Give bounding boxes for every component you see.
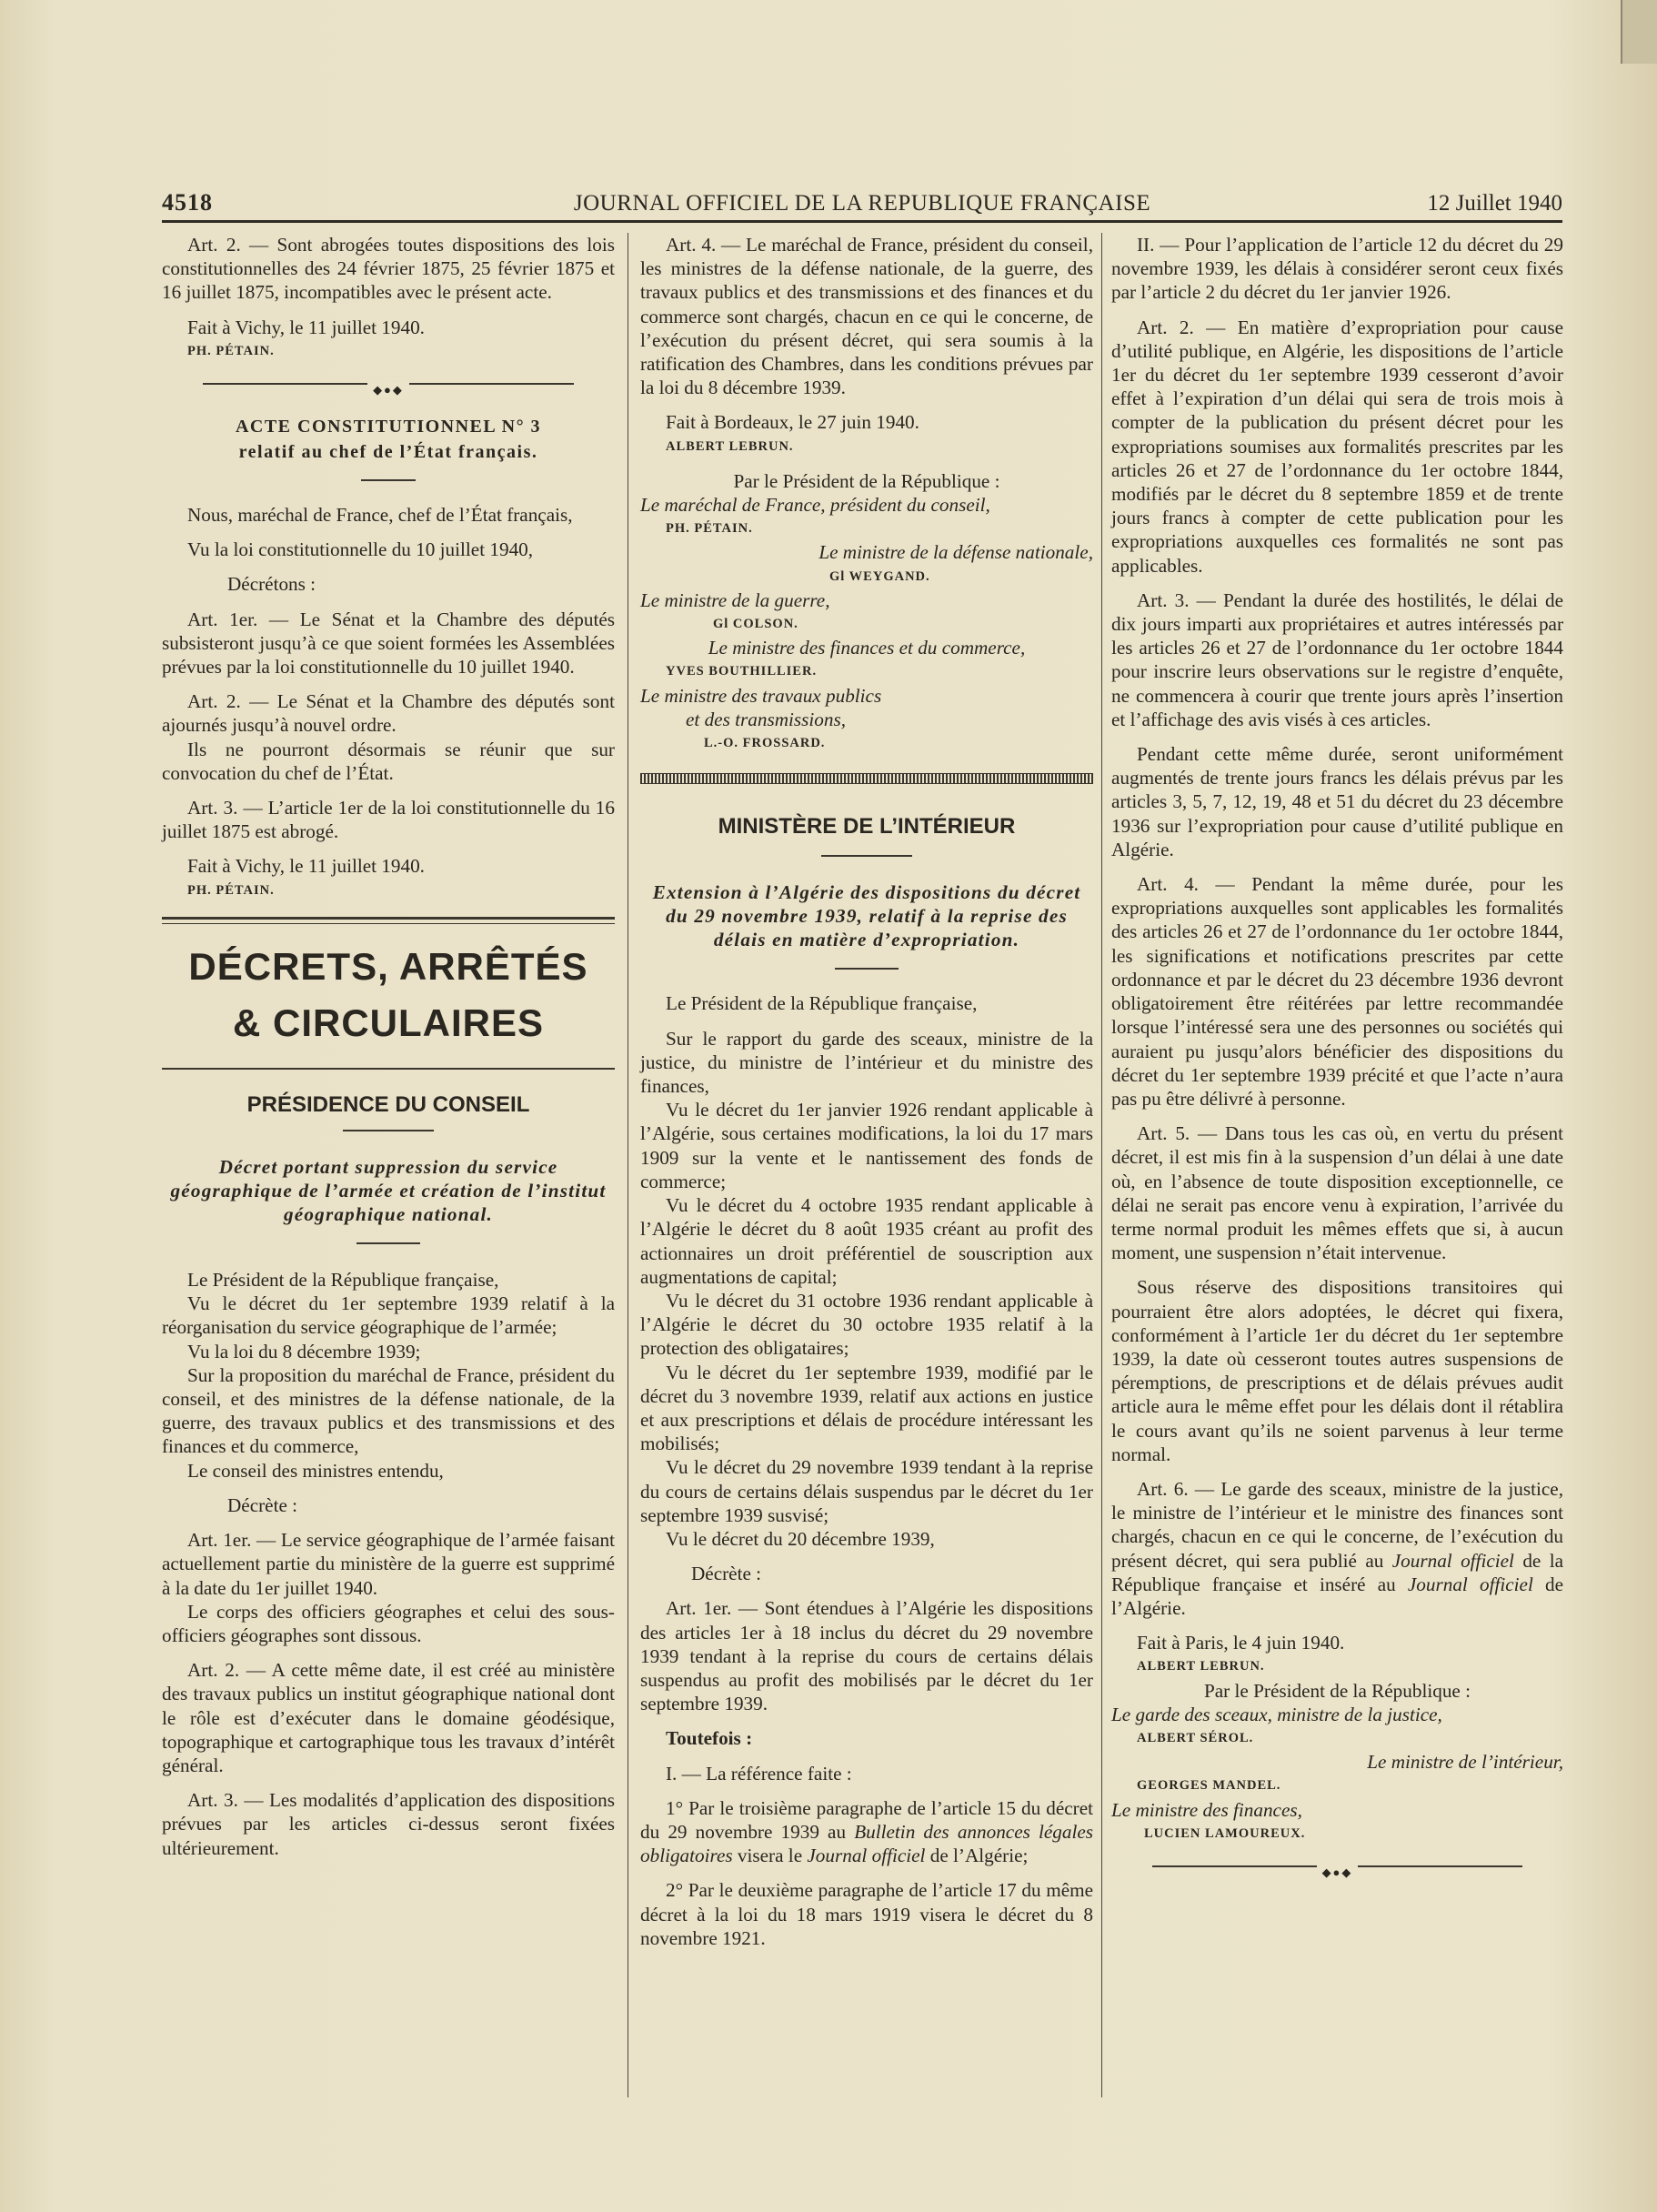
text-run: visera le [732, 1845, 808, 1867]
paragraph: 2° Par le deuxième paragraphe de l’article 17 du même décret à la loi du 18 mars 1919 visera le décret du 8 novembre 1921. [640, 1879, 1093, 1949]
page-header [162, 189, 1562, 223]
paragraph: Art. 1er. — Le service géographique de l’armée faisant actuellement partie du ministère de la guerre est supprimé à la date du 1er juillet 1940. [162, 1529, 615, 1599]
paragraph: Le corps des officiers géographes et celui des sous-officiers géographes sont dissous. [162, 1600, 615, 1646]
text-run: de la République française et inséré au [1111, 1549, 1564, 1595]
paragraph: Ils ne pourront désormais se réunir que sur convocation du chef de l’État. [162, 738, 615, 784]
minister-line: Le ministre de la guerre, [640, 588, 830, 611]
hatched-divider [640, 773, 1093, 784]
minister-line: Le maréchal de France, président du conseil, [640, 494, 990, 517]
column-1 [162, 233, 615, 1860]
paragraph: Art. 3. — Pendant la durée des hostilités, le délai de dix jours imparti aux propriétaires et autres intéressés par les articles 26 et 27 de l’ordonnance du 1er octobre 1844 pour inscrire leurs observations sur le registre d’enquête, ne commencera à courir que trente jours après l’insertion et l’affichage des avis visés à ces articles. [1111, 588, 1563, 730]
paragraph: Vu le décret du 20 décembre 1939, [666, 1527, 935, 1550]
paragraph: Art. 1er. — Sont étendues à l’Algérie les dispositions des articles 1er à 18 inclus du décret du 29 novembre 1939 tendant à la reprise du cours de certains délais suspendus au profit des mobilisés par le décret du 1er septembre 1939. [640, 1597, 1093, 1715]
paragraph: Fait à Bordeaux, le 27 juin 1940. [666, 411, 919, 434]
paragraph: Sur la proposition du maréchal de France, président du conseil, et des ministres de la défense nationale, de la guerre, des travaux publics et des transmissions et des finances et du commerce, [162, 1363, 615, 1458]
signature: PH. PÉTAIN. [187, 882, 275, 898]
paragraph: Art. 2. — En matière d’expropriation pour cause d’utilité publique, en Algérie, les dispositions de l’article 1er du décret du 1er septembre 1939 cesseront d’avoir effet à l’expiration d’un délai qui sera de trois mois à compter de la publication du présent décret pour les expropriations soumises aux formalités prescrites par les articles 26 et 27 de l’ordonnance du 1er octobre 1844, modifiés par le décret du 8 septembre 1859 et de trente jours francs à compter de cette publication pour les expropriations auxquelles ces formalités ne sont pas applicables. [1111, 316, 1563, 577]
big-title-line: DÉCRETS, ARRÊTÉS [188, 944, 588, 988]
text-run-italic: Journal officiel [807, 1845, 926, 1867]
text-run: 1° Par le troisième paragraphe de l’article 15 du décret du 29 novembre 1939 au [640, 1796, 1093, 1843]
paragraph: Vu la loi constitutionnelle du 10 juillet 1940, [187, 538, 534, 561]
signature: Gl COLSON. [713, 617, 798, 632]
signature: PH. PÉTAIN. [666, 521, 753, 537]
divider [162, 1068, 615, 1070]
big-title-line: & CIRCULAIRES [232, 1000, 544, 1044]
minister-line: Le garde des sceaux, ministre de la justice, [1111, 1703, 1442, 1725]
heavy-divider [162, 917, 615, 924]
paragraph: Fait à Vichy, le 11 juillet 1940. [187, 855, 425, 878]
text-run-italic: Bulletin des annonces légales obligatoires [640, 1820, 1094, 1867]
paragraph: Art. 4. — Pendant la même durée, pour les expropriations auxquelles sont applicables les formalités des articles 26 et 27 de l’ordonnance du 1er octobre 1844, les significations et notifications prescrites par cette ordonnance et par le décret du 23 décembre 1936 devront obligatoirement être réitérées par lettre recommandée lorsque l’intéressé sera une des personnes ou sociétés qui auraient pu jusqu’alors bénéficier des dispositions du décret du 1er septembre 1939 précité et que l’acte n’aura pas pu être délivré à personne. [1111, 873, 1563, 1110]
text-run: de l’Algérie. [1111, 1573, 1564, 1619]
paragraph: Nous, maréchal de France, chef de l’État français, [187, 504, 573, 527]
paragraph: Art. 2. — Sont abrogées toutes dispositions des lois constitutionnelles des 24 février 1875, 25 février 1875 et 16 juillet 1875, incompatibles avec le présent acte. [162, 234, 615, 304]
section-big-title [162, 939, 615, 1051]
minister-line: Le ministre des finances, [1111, 1798, 1302, 1821]
paragraph: Sous réserve des dispositions transitoires qui pourraient être alors adoptées, le décret qui fixera, conformément à l’article 1er du décret du 1er septembre 1939, la date où cesseront toutes autres suspensions de péremptions, de prescriptions et de délais prévues audit article aura le même effet pour les délais dont il rétablira le cours avant qu’ils ne soient parvenus à leur terme normal. [1111, 1276, 1563, 1465]
paragraph: Par le Président de la République : [733, 469, 1000, 492]
short-divider [821, 855, 912, 857]
signature: PH. PÉTAIN. [187, 343, 275, 358]
paragraph: Art. 3. — Les modalités d’application des dispositions prévues par les articles ci-dessus seront fixées ultérieurement. [162, 1789, 615, 1859]
signature: ALBERT LEBRUN. [1137, 1659, 1265, 1674]
issue-date: 12 Juillet 1940 [1427, 191, 1562, 216]
paragraph: Fait à Vichy, le 11 juillet 1940. [187, 316, 425, 338]
paragraph: Art. 2. — Le Sénat et la Chambre des députés sont ajournés jusqu’à nouvel ordre. [162, 690, 615, 737]
paragraph: Vu le décret du 1er janvier 1926 rendant applicable à l’Algérie, sous certaines modifications, la loi du 17 mars 1909 sur la vente et le nantissement des fonds de commerce; [640, 1099, 1093, 1192]
signature: ALBERT SÉROL. [1137, 1730, 1254, 1745]
paragraph: Art. 1er. — Le Sénat et la Chambre des députés subsisteront jusqu’à ce que soient formées les Assemblées prévues par la loi constitutionnelle du 10 juillet 1940. [162, 608, 615, 679]
paragraph: Le Président de la République française, [666, 992, 978, 1015]
minister-line: Le ministre de l’intérieur, [1367, 1751, 1563, 1774]
paragraph: I. — La référence faite : [666, 1762, 852, 1785]
signature: L.-O. FROSSARD. [704, 736, 826, 751]
decree-title: Extension à l’Algérie des dispositions du décret du 29 novembre 1939, relatif à la reprise des délais en matière d’expropriation. [652, 881, 1081, 951]
paragraph: Sur le rapport du garde des sceaux, ministre de la justice, du ministre de l’intérieur et du ministre des finances, [640, 1027, 1093, 1098]
ornament-divider: ◆●◆ [1111, 1858, 1563, 1873]
short-divider [361, 479, 416, 481]
paragraph: Vu le décret du 4 octobre 1935 rendant applicable à l’Algérie le décret du 8 août 1935 créant au profit des actionnaires un droit préférentiel de souscription aux augmentations de capital; [640, 1194, 1093, 1288]
column-2 [640, 233, 1093, 1950]
acte-subtitle: relatif au chef de l’État français. [238, 442, 538, 463]
paragraph: II. — Pour l’application de l’article 12 du décret du 29 novembre 1939, les délais à considérer seront ceux fixés par l’article 2 du décret du 1er janvier 1926. [1111, 234, 1563, 304]
journal-title: JOURNAL OFFICIEL DE LA REPUBLIQUE FRANÇAISE [573, 191, 1151, 216]
short-divider [343, 1130, 434, 1131]
decree-title: Décret portant suppression du service géographique de l’armée et création de l’institut géographique national. [170, 1156, 607, 1226]
paragraph: Vu le décret du 31 octobre 1936 rendant applicable à l’Algérie le décret du 30 octobre 1935 relatif à la protection des obligataires; [640, 1289, 1093, 1360]
text-run: de l’Algérie; [925, 1845, 1029, 1867]
signature: ALBERT LEBRUN. [666, 438, 794, 454]
text-run-italic: Journal officiel [1391, 1549, 1514, 1572]
short-divider [357, 1242, 420, 1244]
column-3 [1111, 233, 1563, 1885]
signature: YVES BOUTHILLIER. [666, 664, 818, 679]
paragraph: Par le Président de la République : [1203, 1679, 1471, 1702]
signature: GEORGES MANDEL. [1137, 1778, 1281, 1794]
text-run: Art. 6. — Le garde des sceaux, ministre de la justice, le ministre de l’intérieur et le ministre des finances sont chargés, chacun en ce qui le concerne, de l’exécution du présent décret, qui sera publié au [1111, 1477, 1563, 1572]
section-title: PRÉSIDENCE DU CONSEIL [246, 1091, 530, 1117]
paragraph: Art. 4. — Le maréchal de France, président du conseil, les ministres de la défense nationale, de la guerre, des travaux publics et des transmissions et des finances et du commerce sont chargés, chacun en ce qui le concerne, de l’exécution du présent décret, qui sera soumis à la ratification des Chambres, dans les conditions prévues par la loi du 8 décembre 1939. [640, 234, 1093, 399]
section-title: MINISTÈRE DE L’INTÉRIEUR [718, 814, 1016, 840]
paragraph: Vu le décret du 1er septembre 1939, modifié par le décret du 3 novembre 1939, relatif aux actions en justice et aux prescriptions et délais de procédure intéressant les mobilisés; [640, 1361, 1093, 1455]
acte-title: ACTE CONSTITUTIONNEL N° 3 [235, 417, 542, 437]
paragraph: Vu le décret du 29 novembre 1939 tendant à la reprise du cours de certains délais suspendus par le décret du 1er septembre 1939 susvisé; [640, 1456, 1093, 1526]
paragraph [640, 1796, 1093, 1868]
paragraph: Décrète : [227, 1493, 298, 1516]
paragraph: Le Président de la République française, [187, 1269, 499, 1292]
paragraph: Art. 5. — Dans tous les cas où, en vertu du présent décret, il est mis fin à la suspension d’un délai à une date où, en l’absence de toute disposition exceptionnelle, ce délai ne serait pas encore venu à expiration, l’arrivée du terme normal produit les mêmes effets que si, à aucun moment, une suspension n’était intervenue. [1111, 1122, 1563, 1264]
signature: Gl WEYGAND. [829, 568, 930, 584]
paragraph: Décrétons : [227, 573, 316, 596]
ornament-divider: ◆●◆ [162, 376, 615, 390]
paragraph: Toutefois : [666, 1727, 753, 1750]
minister-line: Le ministre de la défense nationale, [818, 541, 1093, 564]
text-run-italic: Journal officiel [1407, 1573, 1533, 1595]
paragraph: Vu le décret du 1er septembre 1939 relatif à la réorganisation du service géographique de l’armée; [162, 1292, 615, 1339]
page-tab-marker [1621, 0, 1657, 64]
paragraph: Fait à Paris, le 4 juin 1940. [1137, 1632, 1345, 1654]
paragraph: Le conseil des ministres entendu, [187, 1459, 444, 1482]
paragraph: Décrète : [691, 1563, 762, 1585]
paragraph: Art. 3. — L’article 1er de la loi constitutionnelle du 16 juillet 1875 est abrogé. [162, 797, 615, 843]
page-number: 4518 [162, 189, 213, 216]
minister-line: Le ministre des travaux publics [640, 684, 882, 707]
paragraph: Art. 2. — A cette même date, il est créé au ministère des travaux publics un institut géographique national dont le rôle est d’exécuter dans le domaine géodésique, topographique et cartographique tous les travaux d’intérêt général. [162, 1659, 615, 1776]
paragraph [1111, 1477, 1563, 1620]
column-rule-2 [1101, 233, 1102, 2097]
paragraph: Vu la loi du 8 décembre 1939; [187, 1340, 421, 1362]
minister-line: et des transmissions, [686, 708, 846, 730]
minister-line: Le ministre des finances et du commerce, [708, 637, 1026, 659]
short-divider [835, 968, 899, 970]
paragraph: Pendant cette même durée, seront uniformément augmentés de trente jours francs les délais prévus par les articles 3, 5, 7, 12, 19, 48 et 51 du décret du 23 décembre 1936 sur l’expropriation pour cause d’utilité publique en Algérie. [1111, 743, 1563, 860]
signature: LUCIEN LAMOUREUX. [1144, 1825, 1306, 1841]
